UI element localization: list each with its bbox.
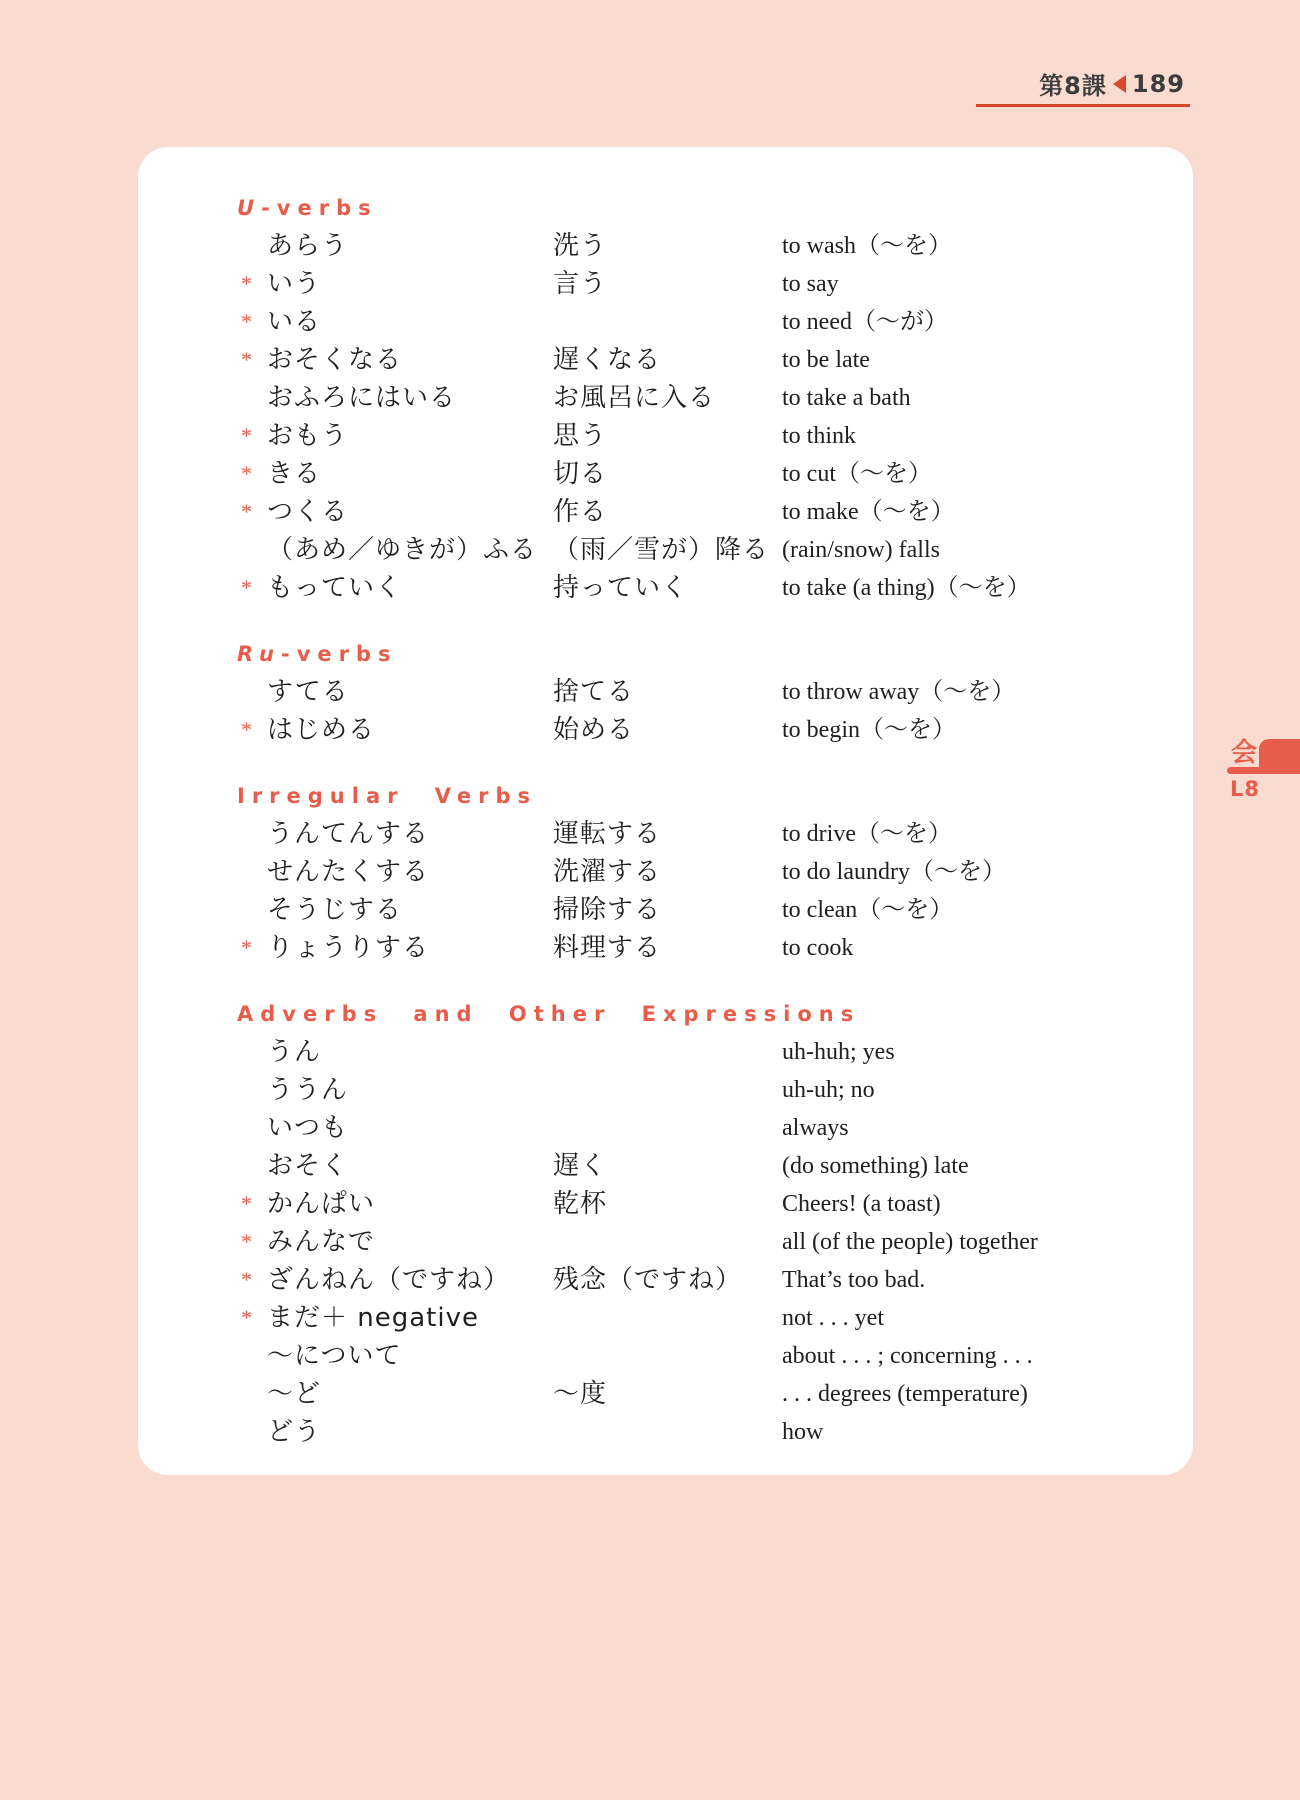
english-meaning: to take (a thing)（〜を） bbox=[782, 575, 1031, 601]
kanji-text: 洗う bbox=[553, 231, 608, 261]
english-meaning: to say bbox=[782, 271, 839, 297]
kanji-text: 〜度 bbox=[553, 1379, 608, 1409]
tab-shape bbox=[1259, 739, 1300, 769]
vocab-section bbox=[138, 189, 1193, 607]
english-meaning: uh-huh; yes bbox=[782, 1039, 895, 1065]
english-meaning: to begin（〜を） bbox=[782, 717, 956, 743]
vocab-row bbox=[138, 1147, 1193, 1185]
kana-text: もっていく bbox=[267, 573, 403, 603]
vocab-section bbox=[138, 777, 1193, 967]
vocab-row bbox=[138, 815, 1193, 853]
english-meaning: to wash（〜を） bbox=[782, 233, 952, 259]
kanji-text: 洗濯する bbox=[553, 857, 662, 887]
kana-text: まだ＋ negative bbox=[267, 1303, 479, 1333]
page-header bbox=[1039, 66, 1185, 101]
kanji-text: 掃除する bbox=[553, 895, 662, 925]
kana-text: かんぱい bbox=[267, 1189, 376, 1219]
section-title-prefix: Ru bbox=[237, 642, 281, 666]
kanji-text: 捨てる bbox=[553, 677, 635, 707]
kana-text: りょうりする bbox=[267, 933, 430, 963]
english-meaning: to take a bath bbox=[782, 385, 911, 411]
kanji-text: 運転する bbox=[553, 819, 662, 849]
vocab-row: * おもう 思う to think bbox=[138, 417, 1193, 455]
section-title-rest: -verbs bbox=[280, 642, 398, 666]
section-title bbox=[237, 635, 1193, 673]
english-meaning: uh-uh; no bbox=[782, 1077, 875, 1103]
lesson-side-tab bbox=[1227, 737, 1300, 799]
kanji-text: 切る bbox=[553, 459, 608, 489]
vocab-row: * りょうりする 料理する to cook bbox=[138, 929, 1193, 967]
kana-text: つくる bbox=[267, 497, 349, 527]
vocab-sections bbox=[138, 189, 1193, 1451]
kanji-text: 言う bbox=[553, 269, 608, 299]
vocab-row bbox=[138, 379, 1193, 417]
kanji-text: 遅く bbox=[553, 1151, 608, 1181]
english-meaning: to be late bbox=[782, 347, 870, 373]
kanji-text: 乾杯 bbox=[553, 1189, 608, 1219]
kana-text: いう bbox=[267, 269, 322, 299]
vocab-row bbox=[138, 1413, 1193, 1451]
kana-text: みんなで bbox=[267, 1227, 376, 1257]
vocab-row: * いう 言う to say bbox=[138, 265, 1193, 303]
vocab-row: * はじめる 始める to begin（〜を） bbox=[138, 711, 1193, 749]
kanji-text: 作る bbox=[553, 497, 608, 527]
section-rows bbox=[138, 815, 1193, 967]
english-meaning: to drive（〜を） bbox=[782, 821, 952, 847]
kana-text: おそく bbox=[267, 1151, 349, 1181]
vocab-row bbox=[138, 891, 1193, 929]
kana-text: うん bbox=[267, 1037, 322, 1067]
english-meaning: to throw away（〜を） bbox=[782, 679, 1016, 705]
vocab-row: * ざんねん（ですね） 残念（ですね） That’s too bad. bbox=[138, 1261, 1193, 1299]
chapter-label: 第8課 bbox=[1039, 72, 1107, 100]
kanji-text: 持っていく bbox=[553, 573, 689, 603]
kana-text: （あめ／ゆきが）ふる bbox=[267, 535, 538, 565]
kana-text: きる bbox=[267, 459, 322, 489]
vocab-row: * みんなで all (of the people) together bbox=[138, 1223, 1193, 1261]
section-title-rest: Irregular Verbs bbox=[237, 784, 538, 808]
kana-text: そうじする bbox=[267, 895, 403, 925]
kana-text: あらう bbox=[267, 231, 349, 261]
kana-text: いつも bbox=[267, 1113, 349, 1143]
page-number: 189 bbox=[1131, 69, 1185, 98]
english-meaning: to cut（〜を） bbox=[782, 461, 932, 487]
kana-text: うんてんする bbox=[267, 819, 430, 849]
vocab-row: * きる 切る to cut（〜を） bbox=[138, 455, 1193, 493]
kana-text: はじめる bbox=[267, 715, 376, 745]
english-meaning: (do something) late bbox=[782, 1153, 969, 1179]
english-meaning: how bbox=[782, 1419, 824, 1445]
english-meaning: to do laundry（〜を） bbox=[782, 859, 1006, 885]
english-meaning: That’s too bad. bbox=[782, 1267, 926, 1293]
vocab-row: * つくる 作る to make（〜を） bbox=[138, 493, 1193, 531]
english-meaning: to need（〜が） bbox=[782, 309, 948, 335]
kana-text: すてる bbox=[267, 677, 349, 707]
vocab-card bbox=[138, 147, 1193, 1475]
english-meaning: all (of the people) together bbox=[782, 1229, 1038, 1255]
kana-text: おもう bbox=[267, 421, 349, 451]
kanji-text: 遅くなる bbox=[553, 345, 662, 375]
vocab-row bbox=[138, 1337, 1193, 1375]
section-title-prefix: U bbox=[237, 196, 262, 220]
vocab-section bbox=[138, 635, 1193, 749]
kana-text: ううん bbox=[267, 1075, 349, 1105]
tab-kanji-label: 会 bbox=[1230, 738, 1257, 768]
vocab-row: * まだ＋ negative not . . . yet bbox=[138, 1299, 1193, 1337]
english-meaning: to cook bbox=[782, 935, 854, 961]
english-meaning: always bbox=[782, 1115, 849, 1141]
vocab-row bbox=[138, 1071, 1193, 1109]
vocab-row: * もっていく 持っていく to take (a thing)（〜を） bbox=[138, 569, 1193, 607]
kana-text: 〜ど bbox=[267, 1379, 322, 1409]
english-meaning: . . . degrees (temperature) bbox=[782, 1381, 1028, 1407]
section-title-rest: Adverbs and Other Expressions bbox=[237, 1002, 861, 1026]
vocab-row: * おそくなる 遅くなる to be late bbox=[138, 341, 1193, 379]
english-meaning: to think bbox=[782, 423, 857, 449]
kanji-text: （雨／雪が）降る bbox=[553, 535, 770, 565]
vocab-row bbox=[138, 1033, 1193, 1071]
vocab-section bbox=[138, 995, 1193, 1451]
english-meaning: Cheers! (a toast) bbox=[782, 1191, 941, 1217]
vocab-row bbox=[138, 853, 1193, 891]
kana-text: いる bbox=[267, 307, 322, 337]
kanji-text: 残念（ですね） bbox=[553, 1265, 743, 1295]
kana-text: せんたくする bbox=[267, 857, 430, 887]
kanji-text: 思う bbox=[553, 421, 608, 451]
english-meaning: to make（〜を） bbox=[782, 499, 955, 525]
back-triangle-icon bbox=[1113, 75, 1126, 93]
tab-underline bbox=[1227, 767, 1300, 774]
vocab-row: * いる to need（〜が） bbox=[138, 303, 1193, 341]
section-rows bbox=[138, 673, 1193, 749]
kana-text: ざんねん（ですね） bbox=[267, 1265, 511, 1295]
kana-text: おふろにはいる bbox=[267, 383, 457, 413]
english-meaning: not . . . yet bbox=[782, 1305, 884, 1331]
section-title bbox=[237, 189, 1193, 227]
section-title bbox=[237, 995, 1193, 1033]
vocab-row bbox=[138, 1109, 1193, 1147]
tab-lesson-label: L8 bbox=[1230, 777, 1260, 801]
kanji-text: お風呂に入る bbox=[553, 383, 716, 413]
section-title-rest: -verbs bbox=[261, 196, 378, 220]
kanji-text: 料理する bbox=[553, 933, 662, 963]
english-meaning: to clean（〜を） bbox=[782, 897, 954, 923]
english-meaning: (rain/snow) falls bbox=[782, 537, 940, 563]
kana-text: 〜について bbox=[267, 1341, 402, 1371]
section-title bbox=[237, 777, 1193, 815]
vocab-row bbox=[138, 227, 1193, 265]
header-rule bbox=[976, 104, 1190, 107]
section-rows bbox=[138, 1033, 1193, 1451]
kanji-text: 始める bbox=[553, 715, 635, 745]
vocab-row bbox=[138, 1375, 1193, 1413]
vocab-row bbox=[138, 531, 1193, 569]
vocab-row bbox=[138, 673, 1193, 711]
kana-text: どう bbox=[267, 1417, 322, 1447]
kana-text: おそくなる bbox=[267, 345, 403, 375]
vocab-row: * かんぱい 乾杯 Cheers! (a toast) bbox=[138, 1185, 1193, 1223]
english-meaning: about . . . ; concerning . . . bbox=[782, 1343, 1033, 1369]
section-rows bbox=[138, 227, 1193, 607]
